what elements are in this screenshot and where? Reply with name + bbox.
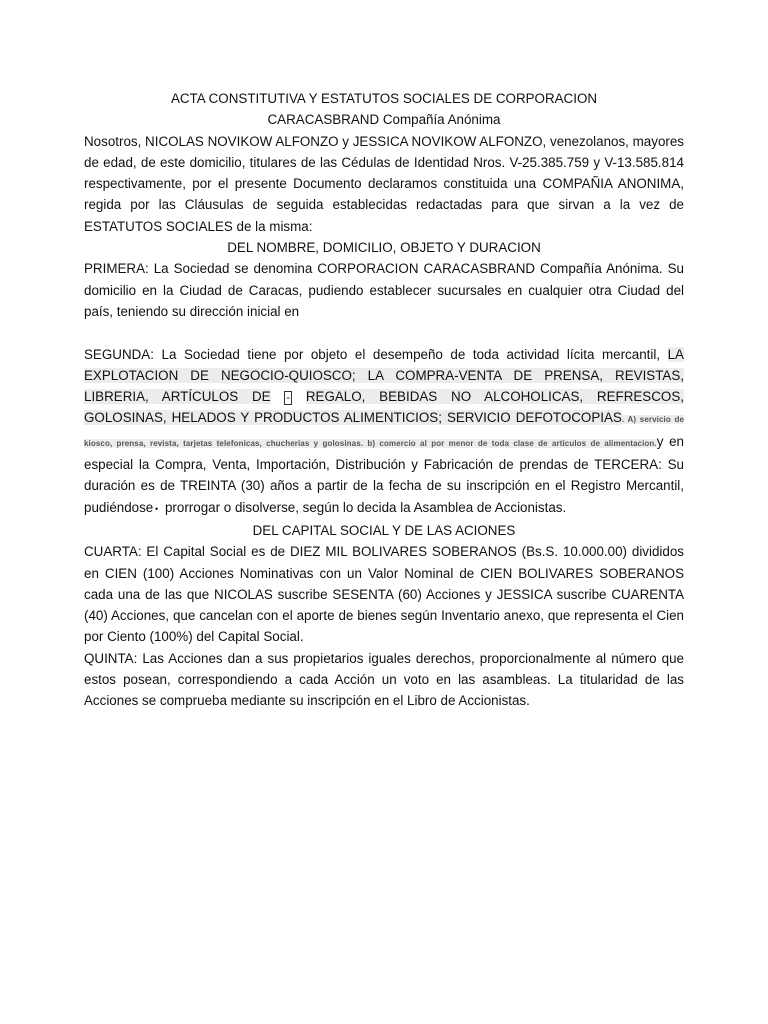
clause-segunda [84,344,684,520]
segunda-end: y en especial la Compra, Venta, Importación, Distribución y Fabricación de prendas de TERCERA: Su duración es de TREINTA (30) años a partir de la fecha de su inscripción en el Registro Mercantil, pudiéndose [84,433,684,515]
segunda-highlight-2: REGALO, BEBIDAS NO ALCOHOLICAS, REFRESCOS, GOLOSINAS, HELADOS Y PRODUCTOS ALIMENTICIOS; SERVICIO DEFOTOCOPIAS [84,389,684,426]
clause-quinta: QUINTA: Las Acciones dan a sus propietarios iguales derechos, proporcionalmente al número que estos posean, correspondiendo a cada Acción un voto en las asambleas. La titularidad de las Acciones se comprueba mediante su inscripción en el Libro de Accionistas. [84,650,684,709]
segunda-highlight-1: LA EXPLOTACION DE NEGOCIO-QUIOSCO; LA COMPRA-VENTA DE PRENSA, REVISTAS, LIBRERIA, ARTÍCULOS DE [84,346,684,405]
segunda-start: SEGUNDA: La Sociedad tiene por objeto el desempeño de toda actividad lícita mercantil, [84,346,661,362]
document-title-line2: CARACASBRAND Compañía Anónima [267,112,501,128]
clause-primera: PRIMERA: La Sociedad se denomina CORPORACION CARACASBRAND Compañía Anónima. Su domicilio en la Ciudad de Caracas, pudiendo establecer sucursales en cualquier otra Ciudad del país, teniendo su dirección inicial en [84,261,684,319]
document-body [84,88,684,712]
blank-line [84,322,684,343]
segunda-bracket-box: - [286,392,291,405]
intro-paragraph: Nosotros, NICOLAS NOVIKOW ALFONZO y JESSICA NOVIKOW ALFONZO, venezolanos, mayores de edad, de este domicilio, titulares de las Cédulas de Identidad Nros. V-25.385.759 y V-13.585.814 respectivamente, por el presente Documento declaramos constituida una COMPAÑIA ANONIMA, regida por las Cláusulas de seguida establecidas redactadas para que sirvan a la vez de ESTATUTOS SOCIALES de la misma: [84,133,684,234]
segunda-last: prorrogar o disolverse, según lo decida la Asamblea de Accionistas. [164,499,567,515]
document-title-line1: ACTA CONSTITUTIVA Y ESTATUTOS SOCIALES DE CORPORACION [170,91,598,106]
segunda-small-annotation: . A) servicio de kiosco, prensa, revista, tarjetas telefonicas, chucherias y golosinas. b) comercio al por menor de toda clase de articulos de alimentacion. [84,415,684,448]
section-heading-nombre: DEL NOMBRE, DOMICILIO, OBJETO Y DURACION [227,240,541,256]
clause-cuarta: CUARTA: El Capital Social es de DIEZ MIL BOLIVARES SOBERANOS (Bs.S. 10.000.00) divididos en CIEN (100) Acciones Nominativas con un Valor Nominal de CIEN BOLIVARES SOBERANOS cada una de las que NICOLAS suscribe SESENTA (60) Acciones y JESSICA suscribe CUARENTA (40) Acciones, que cancelan con el aporte de bienes según Inventario anexo, que representa el Cien por Ciento (100%) del Capital Social. [84,544,684,645]
section-heading-capital: DEL CAPITAL SOCIAL Y DE LAS ACIONES [252,522,516,538]
bullet-icon: • [154,503,159,514]
